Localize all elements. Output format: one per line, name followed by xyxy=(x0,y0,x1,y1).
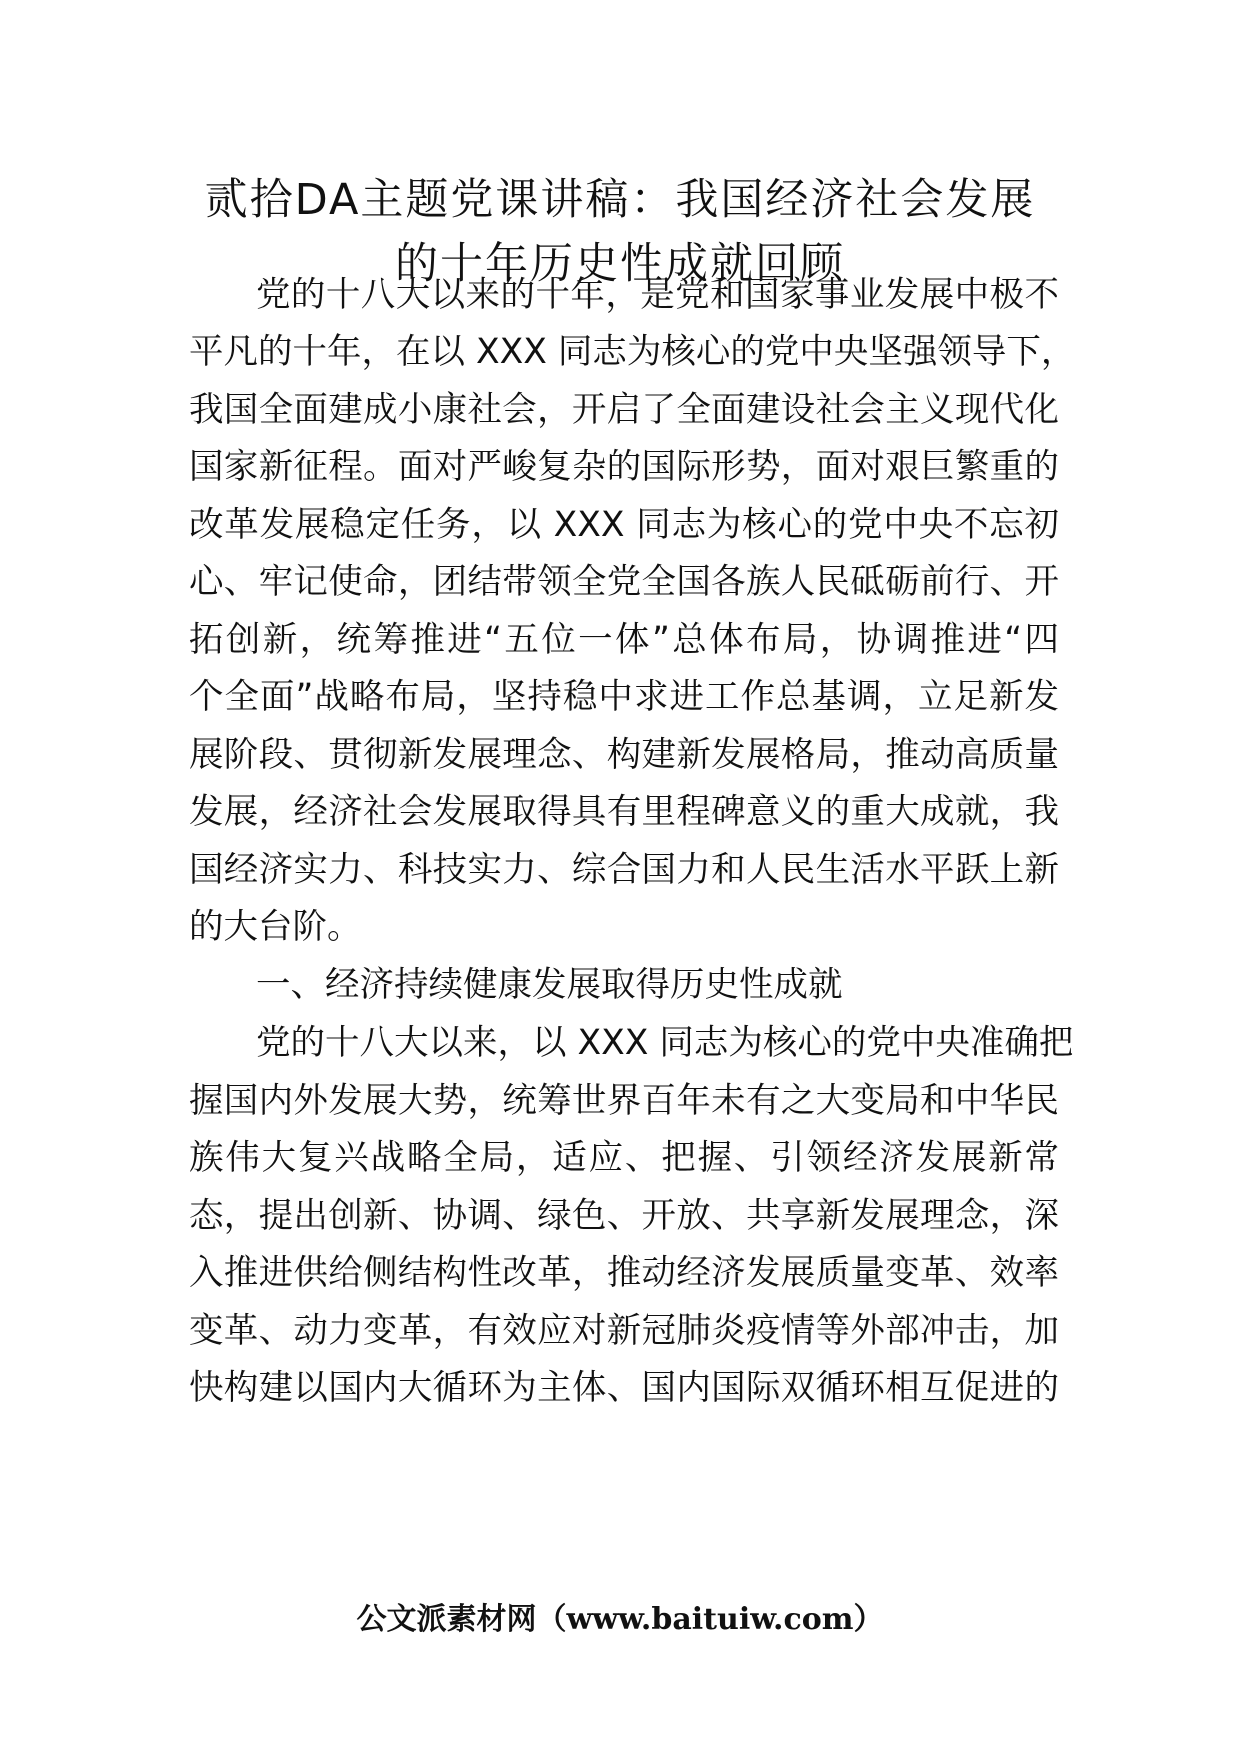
paragraph-line: 态，提出创新、协调、绿色、开放、共享新发展理念，深 xyxy=(189,1196,1059,1236)
footer-watermark: 公文派素材网（www.baituiw.com） xyxy=(356,1602,884,1637)
paragraph-line: 拓创新，统筹推进“五位一体”总体布局，协调推进“四 xyxy=(189,620,1059,660)
paragraph-line: 发展，经济社会发展取得具有里程碑意义的重大成就，我 xyxy=(189,792,1059,832)
paragraph-line: 我国全面建成小康社会，开启了全面建设社会主义现代化 xyxy=(189,390,1059,430)
paragraph-line: 族伟大复兴战略全局，适应、把握、引领经济发展新常 xyxy=(189,1138,1059,1178)
document-title-line-2: 的十年历史性成就回顾 xyxy=(395,239,845,289)
document-title-line-1: 贰拾DA主题党课讲稿：我国经济社会发展 xyxy=(204,175,1036,225)
paragraph-line: 握国内外发展大势，统筹世界百年未有之大变局和中华民 xyxy=(189,1081,1059,1121)
paragraph-line: 快构建以国内大循环为主体、国内国际双循环相互促进的 xyxy=(189,1368,1059,1408)
paragraph-line: 平凡的十年，在以 XXX 同志为核心的党中央坚强领导下， xyxy=(189,332,1076,372)
paragraph-line: 个全面”战略布局，坚持稳中求进工作总基调，立足新发 xyxy=(189,677,1059,717)
section-heading: 一、经济持续健康发展取得历史性成就 xyxy=(256,965,843,1005)
paragraph-line: 国家新征程。面对严峻复杂的国际形势，面对艰巨繁重的 xyxy=(189,447,1059,487)
paragraph-line: 入推进供给侧结构性改革，推动经济发展质量变革、效率 xyxy=(189,1253,1059,1293)
paragraph-line: 展阶段、贯彻新发展理念、构建新发展格局，推动高质量 xyxy=(189,735,1059,775)
paragraph-line: 心、牢记使命，团结带领全党全国各族人民砥砺前行、开 xyxy=(189,562,1059,602)
paragraph-line: 的大台阶。 xyxy=(189,907,362,947)
paragraph-line: 党的十八大以来，以 XXX 同志为核心的党中央准确把 xyxy=(256,1023,1074,1063)
paragraph-line: 党的十八大以来的十年，是党和国家事业发展中极不 xyxy=(256,275,1059,315)
paragraph-line: 变革、动力变革，有效应对新冠肺炎疫情等外部冲击，加 xyxy=(189,1311,1059,1351)
paragraph-line: 改革发展稳定任务，以 XXX 同志为核心的党中央不忘初 xyxy=(189,505,1059,545)
paragraph-line: 国经济实力、科技实力、综合国力和人民生活水平跃上新 xyxy=(189,850,1059,890)
